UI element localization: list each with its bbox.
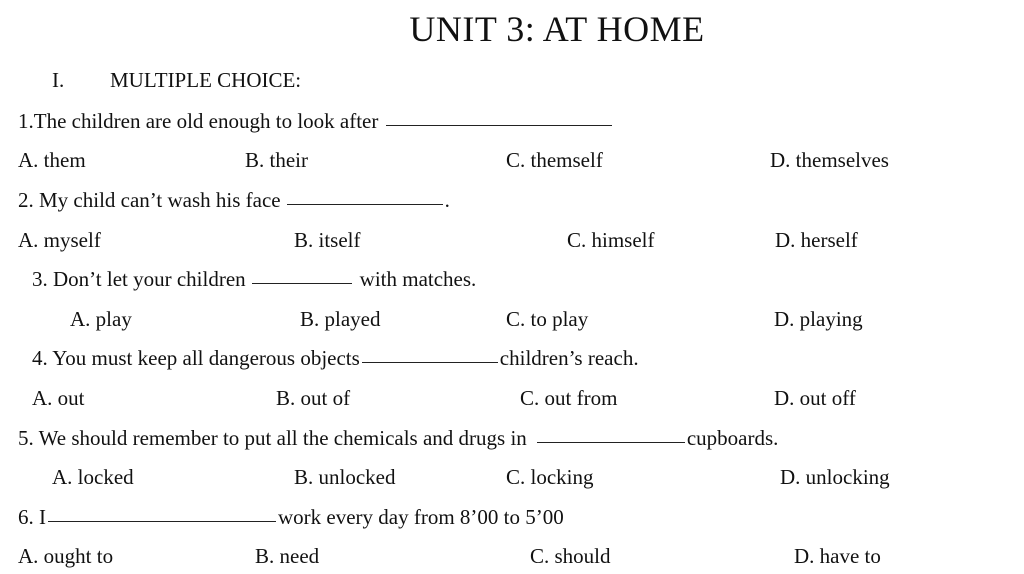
question-text-end: . — [444, 188, 450, 212]
option-a: A. locked — [52, 465, 134, 489]
answer-blank — [287, 203, 443, 205]
option-a: A. ought to — [18, 544, 114, 568]
option-a: A. out — [32, 386, 85, 410]
question-text: 6. I — [18, 505, 46, 529]
option-a: A. them — [18, 148, 86, 172]
answer-blank — [537, 441, 685, 443]
option-c: C. themself — [506, 148, 603, 172]
question-text: 4. You must keep all dangerous objects — [32, 346, 360, 370]
option-b: B. unlocked — [294, 465, 396, 489]
question-text-end: children’s reach. — [499, 346, 639, 370]
question-text: 1.The children are old enough to look after — [18, 109, 379, 133]
option-c: C. should — [530, 544, 611, 568]
question-5 — [18, 426, 778, 451]
option-d: D. playing — [774, 307, 863, 331]
answer-blank — [48, 520, 276, 522]
question-text-end: cupboards. — [686, 426, 779, 450]
option-b: B. played — [300, 307, 381, 331]
option-c: C. locking — [506, 465, 594, 489]
answer-blank — [362, 361, 498, 363]
question-text-end: work every day from 8’00 to 5’00 — [278, 505, 564, 529]
option-d: D. themselves — [770, 148, 889, 172]
question-6 — [18, 505, 564, 530]
question-3 — [32, 267, 476, 292]
option-b: B. their — [245, 148, 308, 172]
question-text: 3. Don’t let your children — [32, 267, 246, 291]
option-d: D. have to — [794, 544, 881, 568]
question-text: 5. We should remember to put all the chemicals and drugs in — [18, 426, 527, 450]
option-d: D. unlocking — [780, 465, 890, 489]
option-c: C. to play — [506, 307, 589, 331]
question-text: 2. My child can’t wash his face — [18, 188, 281, 212]
question-2 — [18, 188, 450, 213]
option-a: A. play — [70, 307, 132, 331]
option-b: B. out of — [276, 386, 351, 410]
question-4 — [32, 346, 639, 371]
option-d: D. out off — [774, 386, 856, 410]
answer-blank — [252, 282, 352, 284]
option-c: C. out from — [520, 386, 618, 410]
option-b: B. itself — [294, 228, 361, 252]
option-a: A. myself — [18, 228, 101, 252]
question-text-end: with matches. — [359, 267, 477, 291]
section-number: I. — [52, 68, 65, 92]
question-1 — [18, 109, 614, 134]
option-b: B. need — [255, 544, 320, 568]
page-title: UNIT 3: AT HOME — [409, 9, 705, 49]
option-d: D. herself — [775, 228, 858, 252]
section-label: MULTIPLE CHOICE: — [110, 68, 302, 92]
answer-blank — [386, 124, 612, 126]
option-c: C. himself — [567, 228, 655, 252]
